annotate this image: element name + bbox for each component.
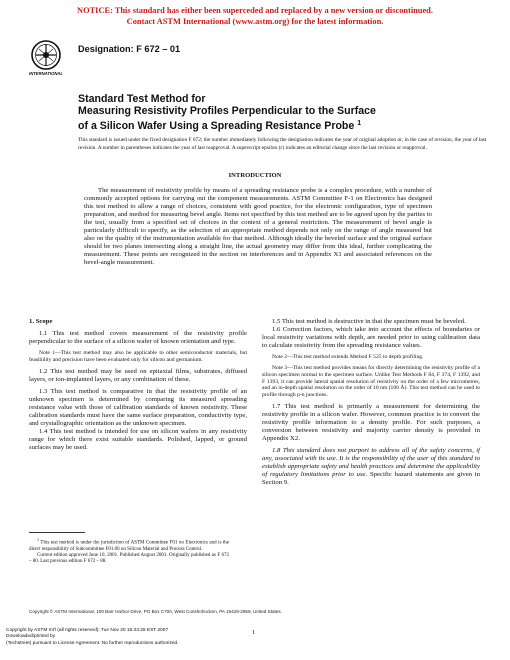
- designation: Designation: F 672 – 01: [78, 44, 181, 54]
- intro-paragraph: The measurement of resistivity profile by means of a spreading resistance probe is a complex procedure, with a number of commonly accepted options for carrying out the component measurements. ASTM Committee F-1 on Electronics has designed this test method to allow a range of choices, consistent with good practice, for the electronic configuration, type of specimen preparation, and method for measuring bevel angle. Items not specified by this test method are to be agreed upon by the parties to the test, usually from a specified set of choices in the context of a general restriction. The measurement of bevel angle is particularly difficult to specify, as the selection of an appropriate method depends not only on the range of angle measured but also on the quality of the instrumentation available for that method. Although ideally the beveled surface and the original surface should be two planes intersecting along a straight line, the actual geometry may differ from this ideal, further complicating the measurement. These points are recognized in the section on interferences and in Appendix X1 and associated references on the bevel-angle measurement.: [84, 187, 432, 267]
- download-line-2: Downloaded/printed by: [6, 634, 56, 640]
- intro-heading: INTRODUCTION: [228, 172, 282, 179]
- right-column: [262, 318, 480, 487]
- notice-line-2: Contact ASTM International (www.astm.org) for the latest information.: [126, 16, 384, 26]
- supersession-notice: [0, 6, 510, 27]
- footnote-rule: [29, 532, 85, 533]
- para-1-1: 1.1 This test method covers measurement of the resistivity profile perpendicular to the surface of a silicon wafer of known orientation and type.: [29, 330, 247, 346]
- footnote-1: [29, 537, 229, 553]
- page-number: 1: [252, 630, 255, 636]
- para-1-6: 1.6 Correction factors, which take into account the effects of boundaries or local resistivity variations with depth, are needed prior to using calibration data to calculate resistivity from the spreading resistance values.: [262, 326, 480, 350]
- download-line-1: Copyright by ASTM Int'l (all rights reserved); Tue Nov 20 15:34:25 EST 2007: [6, 628, 169, 633]
- title-line-2: Measuring Resistivity Profiles Perpendicular to the Surface: [78, 105, 376, 118]
- para-1-3: 1.3 This test method is comparative in that the resistivity profile of an unknown specimen is determined by comparing its measured spreading resistance value with those of calibration standards of known resistivity. These calibration standards must have the same surface preparation, conductivity type, and crystallographic orientation as the unknown specimen.: [29, 387, 247, 428]
- title-line-3-text: of a Silicon Wafer Using a Spreading Resistance Probe: [78, 119, 355, 132]
- title-line-1: Standard Test Method for: [78, 93, 206, 105]
- logo-wordmark: INTERNATIONAL: [29, 71, 63, 76]
- document-title: [78, 93, 488, 132]
- para-1-8-tail: Specific hazard statements are given in Section 9.: [262, 471, 480, 487]
- footnote-1-text: This test method is under the jurisdiction of ASTM Committee F01 on Electronics and is the direct responsibility of Subcommittee F01.06 on Silicon Material and Process Control.: [29, 540, 229, 552]
- para-1-8: [262, 447, 480, 487]
- para-1-4: 1.4 This test method is intended for use on silicon wafers in any resistivity range for which there exist suitable standards. Polished, lapped, or ground surfaces may be used.: [29, 428, 247, 452]
- download-info: [6, 628, 179, 647]
- note-1: Note 1—This test method may also be applicable to other semiconductor materials, but feasibility and precision have been evaluated only for silicon and germanium.: [29, 350, 247, 363]
- section-heading-scope: 1. Scope: [29, 318, 53, 325]
- title-line-3: [78, 118, 488, 132]
- note-2: Note 2—This test method extends Method F 525 to depth profiling.: [272, 354, 424, 361]
- left-column: [29, 318, 247, 452]
- footnotes: [29, 537, 229, 565]
- copyright-line: Copyright © ASTM International, 100 Barr Harbor Drive, PO Box C700, West Conshohocken, PA 19428-2959, United States.: [29, 609, 282, 614]
- para-1-8-italic: 1.8 This standard does not purport to address all of the safety concerns, if any, associated with its use. It is the responsibility of the user of this standard to establish appropriate safety and health practices and determine the applicability of regulatory limitations prior to use.: [262, 447, 480, 479]
- astm-logo: [28, 38, 64, 80]
- note-3: Note 3—This test method provides means for directly determining the resistivity profile of a silicon specimen normal to the specimen surface. Unlike Test Methods F 84, F 374, F 1392, and F 1393, it can provide lateral spatial resolution of resistivity on the order of a few micrometres, and an in-depth spatial resolution on the order of 10 nm (100 Å). This test method can be used to profile through p-n junctions.: [262, 364, 480, 399]
- para-1-7: 1.7 This test method is primarily a measurement for determining the resistivity profile in a silicon wafer. However, common practice is to convert the resistivity profile information to a density profile. For such purposes, a conversion between resistivity and majority carrier density is provided in Appendix X2.: [262, 402, 480, 443]
- title-footnote-mark: 1: [357, 119, 362, 127]
- para-1-2: 1.2 This test method may be used on epitaxial films, substrates, diffused layers, or ion-implanted layers, or any combination of these.: [29, 367, 247, 383]
- download-line-3: (Techstreet) pursuant to License Agreement. No further reproductions authorized.: [6, 640, 179, 646]
- para-1-5: 1.5 This test method is destructive in that the specimen must be beveled.: [272, 318, 466, 325]
- footnote-1-mark: 1: [37, 537, 39, 542]
- standard-note: This standard is issued under the fixed designation F 672; the number immediately following the designation indicates the year of original adoption or, in the case of revision, the year of last revision. A number in parentheses indicates the year of last reapproval. A superscript epsilon (ε) indicates an editorial change since the last revision or reapproval.: [78, 137, 487, 151]
- edition-note: Current edition approved June 10, 2001. Published August 2001. Originally published as F 672 – 80. Last previous edition F 672 – 88.: [29, 552, 229, 565]
- notice-line-1: NOTICE: This standard has either been superceded and replaced by a new version or discontinued.: [77, 6, 433, 15]
